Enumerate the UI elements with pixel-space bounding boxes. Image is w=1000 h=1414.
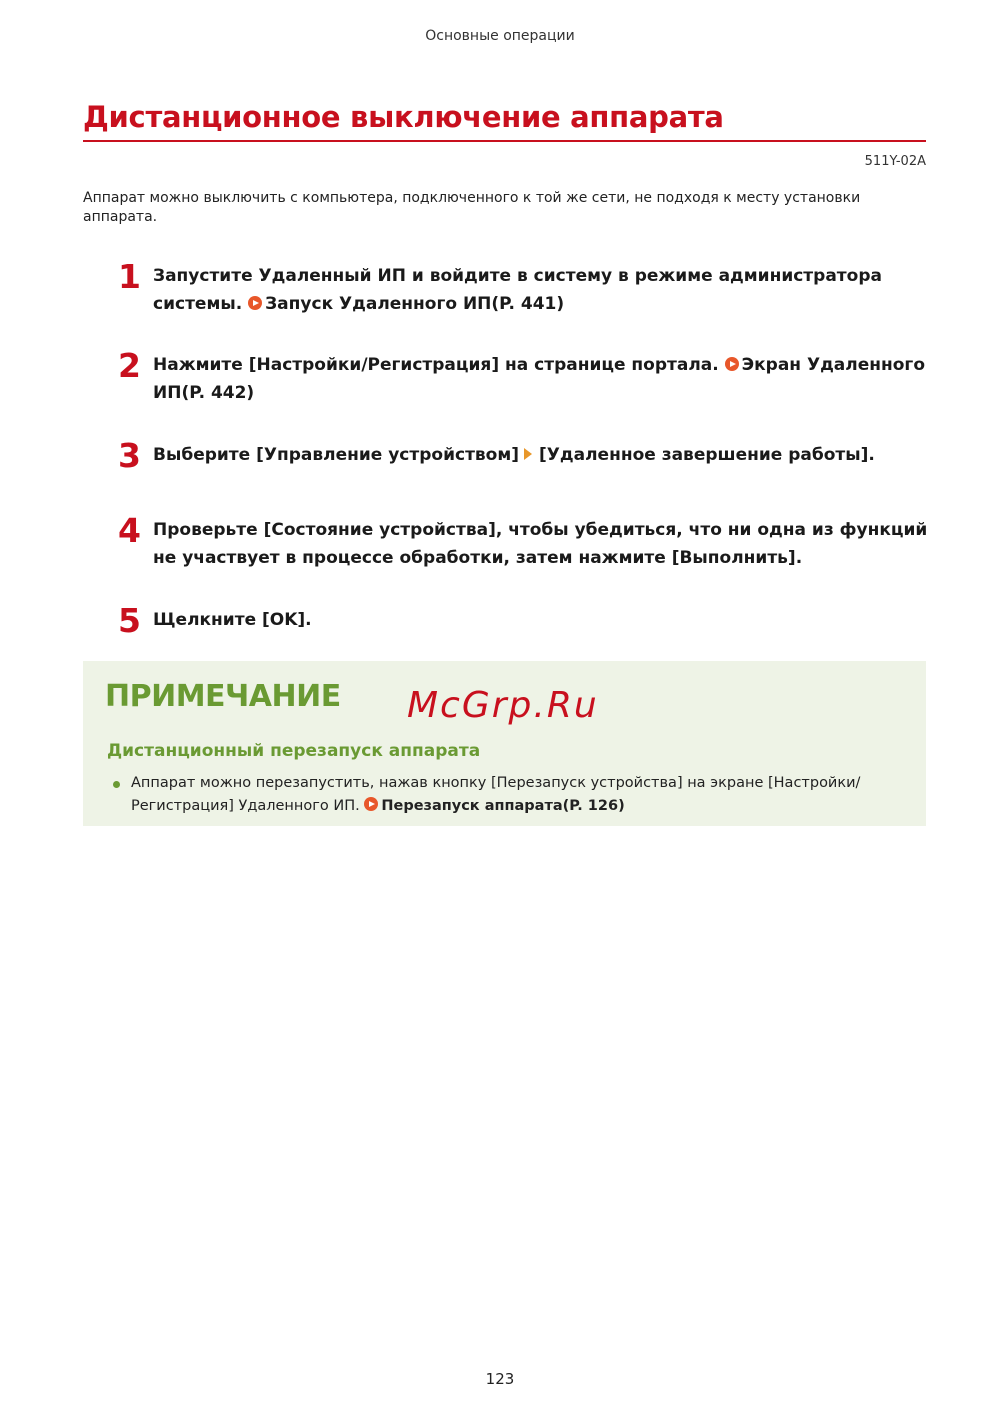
step-instruction: Выберите [Управление устройством]	[153, 445, 520, 465]
step-text: Щелкните [OK].	[153, 610, 312, 630]
bullet-dot-icon	[113, 776, 123, 786]
triangle-right-icon	[524, 448, 532, 460]
document-code: 511Y-02A	[864, 154, 926, 169]
step-text	[153, 262, 928, 318]
note-link[interactable]	[364, 798, 624, 814]
step-number: 5	[118, 601, 141, 640]
step-text	[153, 351, 928, 407]
circle-play-icon	[248, 296, 262, 310]
step-link-label: Экран Удаленного ИП(P. 442)	[153, 355, 925, 403]
note-text	[131, 772, 901, 818]
step-instruction: Запустите Удаленный ИП и войдите в систему в режиме администратора системы.	[153, 266, 882, 314]
running-header: Основные операции	[425, 28, 575, 44]
step-link-label: Запуск Удаленного ИП(P. 441)	[265, 294, 565, 314]
step-instruction: Нажмите [Настройки/Регистрация] на странице портала.	[153, 355, 719, 375]
page-number: 123	[485, 1370, 515, 1388]
circle-play-icon	[725, 357, 739, 371]
intro-paragraph: Аппарат можно выключить с компьютера, подключенного к той же сети, не подходя к месту установки аппарата.	[83, 190, 861, 225]
step-number: 4	[118, 511, 141, 550]
step-text: Проверьте [Состояние устройства], чтобы убедиться, что ни одна из функций не участвует в процессе обработки, затем нажмите [Выполнить].	[153, 520, 928, 568]
step-instruction-cont: [Удаленное завершение работы].	[539, 445, 875, 465]
step-number: 1	[118, 257, 141, 296]
note-subtitle: Дистанционный перезапуск аппарата	[107, 741, 481, 761]
step-number: 2	[118, 346, 141, 385]
step-number: 3	[118, 436, 141, 475]
note-paragraph: Аппарат можно перезапустить, нажав кнопку [Перезапуск устройства] на экране [Настройки/Регистрация] Удаленного ИП.	[131, 775, 861, 814]
note-link-label: Перезапуск аппарата(P. 126)	[381, 798, 625, 814]
page-title: Дистанционное выключение аппарата	[83, 100, 926, 142]
note-title: ПРИМЕЧАНИЕ	[105, 679, 341, 714]
circle-play-icon	[364, 797, 378, 811]
note-box	[83, 661, 926, 826]
step-link[interactable]	[248, 294, 564, 314]
watermark: McGrp.Ru	[407, 685, 599, 726]
step-text	[153, 441, 928, 469]
